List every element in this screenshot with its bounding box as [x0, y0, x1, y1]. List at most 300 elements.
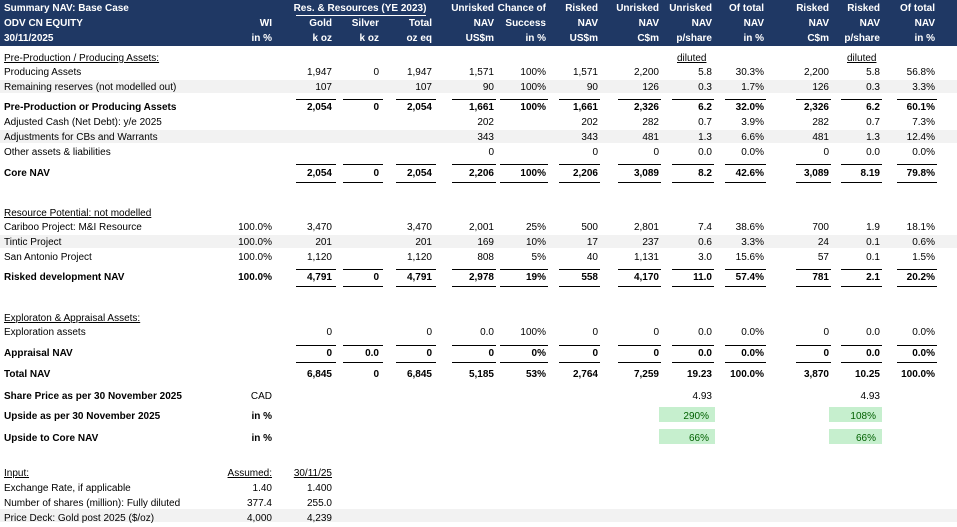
total-rule: [672, 182, 714, 183]
cell-wi: 100.0%: [238, 222, 272, 233]
total-rule: [796, 99, 831, 100]
cell-silver: 0: [373, 369, 379, 380]
cell-of1: 15.6%: [735, 252, 764, 263]
total-rule: [500, 164, 548, 165]
total-rule: [296, 286, 336, 287]
res-group-header: Res. & Resources (YE 2023): [293, 3, 427, 14]
cell-un-cad: 0: [653, 348, 659, 359]
inputs-col-date: 30/11/25: [293, 468, 332, 479]
total-rule: [796, 362, 831, 363]
total-rule: [559, 99, 600, 100]
cell-total: 1,947: [406, 67, 432, 78]
cell-ri-usd: 2,206: [572, 168, 598, 179]
cell-ri-ps: 0.1: [866, 252, 880, 263]
upside-unit: in %: [251, 411, 272, 422]
total-rule: [897, 286, 937, 287]
total-rule: [500, 362, 548, 363]
cell-silver: 0: [373, 272, 379, 283]
cell-un-cad: 0: [653, 147, 659, 158]
total-rule: [796, 182, 831, 183]
total-rule: [897, 99, 937, 100]
cell-gold: 0: [326, 348, 332, 359]
cell-total: 6,845: [406, 369, 432, 380]
diluted-label-1: diluted: [677, 53, 707, 64]
cell-un-ps: 0.6: [698, 237, 712, 248]
total-rule: [841, 99, 882, 100]
cell-un-ps: 3.0: [698, 252, 712, 263]
section-resource: Resource Potential: not modelled: [4, 208, 152, 219]
col-risked-ps-3: p/share: [844, 33, 880, 44]
total-rule: [500, 345, 548, 346]
upside-core-value-1: 66%: [688, 433, 709, 444]
total-rule: [618, 362, 661, 363]
cell-gold: 4,791: [306, 272, 332, 283]
total-rule: [343, 164, 383, 165]
cell-un-cad: 3,089: [633, 168, 659, 179]
total-rule: [618, 286, 661, 287]
cell-un-ps: 19.23: [686, 369, 712, 380]
cell-ri-ps: 0.3: [866, 82, 880, 93]
cell-chance: 100%: [520, 82, 546, 93]
total-rule: [841, 182, 882, 183]
cell-un-usd: 2,206: [468, 168, 494, 179]
cell-un-usd: 0.0: [480, 327, 494, 338]
row-label: Tintic Project: [4, 237, 62, 248]
total-rule: [500, 182, 548, 183]
col-chance-1: Chance of: [497, 3, 546, 14]
total-rule: [897, 362, 937, 363]
cell-ri-ps: 5.8: [866, 67, 880, 78]
cell-chance: 100%: [520, 67, 546, 78]
total-rule: [343, 269, 383, 270]
total-rule: [296, 362, 336, 363]
cell-of2: 0.6%: [912, 237, 935, 248]
cell-of2: 0.0%: [912, 348, 935, 359]
cell-silver: 0: [373, 168, 379, 179]
col-chance-2: Success: [505, 18, 546, 29]
total-rule: [618, 345, 661, 346]
row-label: Remaining reserves (not modelled out): [4, 82, 177, 93]
cell-ri-usd: 202: [581, 117, 598, 128]
cell-ri-cad: 781: [812, 272, 829, 283]
cell-ri-ps: 0.0: [866, 327, 880, 338]
total-rule: [841, 345, 882, 346]
cell-ri-usd: 343: [581, 132, 598, 143]
total-rule: [296, 99, 336, 100]
total-rule: [897, 164, 937, 165]
col-unrisked-cad-1: Unrisked: [616, 3, 659, 14]
input-label: Exchange Rate, if applicable: [4, 483, 131, 494]
total-rule: [296, 182, 336, 183]
cell-ri-ps: 8.19: [860, 168, 880, 179]
cell-of1: 100.0%: [730, 369, 764, 380]
cell-gold: 0: [326, 327, 332, 338]
input-current: 1.400: [306, 483, 332, 494]
input-label: Price Deck: Gold post 2025 ($/oz): [4, 513, 155, 524]
share-price-value-2: 4.93: [860, 391, 880, 402]
cell-un-usd: 808: [477, 252, 494, 263]
cell-of1: 42.6%: [735, 168, 764, 179]
total-rule: [396, 345, 436, 346]
row-label: Exploration assets: [4, 327, 86, 338]
cell-un-ps: 7.4: [698, 222, 712, 233]
col-risked-cad-1: Risked: [796, 3, 829, 14]
row-label: Total NAV: [4, 369, 51, 380]
cell-gold: 2,054: [306, 168, 332, 179]
cell-of1: 6.6%: [741, 132, 764, 143]
total-rule: [841, 269, 882, 270]
col-silver-2: k oz: [359, 33, 379, 44]
total-rule: [618, 99, 661, 100]
cell-chance: 100%: [520, 327, 546, 338]
total-rule: [672, 286, 714, 287]
total-rule: [672, 99, 714, 100]
total-rule: [500, 269, 548, 270]
total-rule: [796, 345, 831, 346]
col-unrisked-usd-2: NAV: [473, 18, 494, 29]
cell-un-ps: 8.2: [698, 168, 712, 179]
cell-gold: 3,470: [306, 222, 332, 233]
cell-un-usd: 0: [488, 348, 494, 359]
sheet-title: Summary NAV: Base Case: [4, 3, 129, 14]
cell-un-cad: 282: [642, 117, 659, 128]
cell-un-cad: 2,801: [633, 222, 659, 233]
cell-chance: 0%: [531, 348, 546, 359]
total-rule: [725, 345, 766, 346]
cell-un-ps: 0.0: [698, 348, 712, 359]
cell-un-usd: 1,571: [468, 67, 494, 78]
cell-ri-cad: 57: [817, 252, 829, 263]
total-rule: [559, 345, 600, 346]
total-rule: [396, 286, 436, 287]
cell-of2: 79.8%: [906, 168, 935, 179]
cell-un-usd: 5,185: [468, 369, 494, 380]
input-label: Number of shares (million): Fully diluted: [4, 498, 181, 509]
cell-total: 201: [415, 237, 432, 248]
total-rule: [296, 345, 336, 346]
input-current: 255.0: [306, 498, 332, 509]
total-rule: [725, 362, 766, 363]
cell-total: 2,054: [406, 102, 432, 113]
upside-value-1: 290%: [683, 411, 709, 422]
col-wi-1: WI: [259, 18, 272, 29]
col-risked-cad-2: NAV: [808, 18, 829, 29]
total-rule: [559, 286, 600, 287]
cell-un-ps: 6.2: [698, 102, 712, 113]
col-total-1: Total: [408, 18, 432, 29]
col-gold-1: Gold: [309, 18, 332, 29]
col-risked-usd-2: NAV: [577, 18, 598, 29]
total-rule: [618, 164, 661, 165]
cell-ri-usd: 500: [581, 222, 598, 233]
col-oftotal1-2: NAV: [743, 18, 764, 29]
cell-ri-ps: 0.0: [866, 348, 880, 359]
input-assumed: 1.40: [252, 483, 272, 494]
upside-label: Upside as per 30 November 2025: [4, 411, 161, 422]
cell-un-cad: 1,131: [633, 252, 659, 263]
cell-total: 1,120: [406, 252, 432, 263]
row-label: Cariboo Project: M&I Resource: [4, 222, 142, 233]
upside-value-2: 108%: [850, 411, 876, 422]
cell-un-ps: 0.0: [698, 147, 712, 158]
total-rule: [452, 269, 496, 270]
cell-un-cad: 7,259: [633, 369, 659, 380]
cell-ri-usd: 40: [586, 252, 598, 263]
cell-un-usd: 0: [488, 147, 494, 158]
total-rule: [343, 286, 383, 287]
total-rule: [725, 164, 766, 165]
total-rule: [672, 164, 714, 165]
cell-ri-ps: 1.9: [866, 222, 880, 233]
total-rule: [396, 164, 436, 165]
cell-un-usd: 2,978: [468, 272, 494, 283]
cell-total: 4,791: [406, 272, 432, 283]
row-label: Adjusted Cash (Net Debt): y/e 2025: [4, 117, 162, 128]
cell-un-cad: 0: [653, 327, 659, 338]
row-label: Pre-Production or Producing Assets: [4, 102, 177, 113]
total-rule: [452, 99, 496, 100]
input-assumed: 4,000: [246, 513, 272, 524]
total-rule: [841, 286, 882, 287]
total-rule: [559, 362, 600, 363]
cell-ri-cad: 2,200: [803, 67, 829, 78]
share-price-value-1: 4.93: [692, 391, 712, 402]
cell-ri-usd: 2,764: [572, 369, 598, 380]
cell-gold: 2,054: [306, 102, 332, 113]
cell-of2: 0.0%: [912, 327, 935, 338]
col-unrisked-usd-1: Unrisked: [451, 3, 494, 14]
total-rule: [559, 182, 600, 183]
cell-of2: 56.8%: [906, 67, 935, 78]
col-oftotal2-2: NAV: [914, 18, 935, 29]
cell-wi: 100.0%: [238, 272, 272, 283]
cell-total: 3,470: [406, 222, 432, 233]
total-rule: [343, 345, 383, 346]
cell-ri-usd: 0: [592, 327, 598, 338]
total-rule: [796, 164, 831, 165]
col-risked-ps-2: NAV: [859, 18, 880, 29]
total-rule: [559, 164, 600, 165]
cell-ri-usd: 558: [581, 272, 598, 283]
cell-un-ps: 11.0: [693, 272, 712, 283]
total-rule: [796, 286, 831, 287]
cell-of1: 38.6%: [735, 222, 764, 233]
diluted-label-2: diluted: [847, 53, 877, 64]
cell-ri-cad: 126: [812, 82, 829, 93]
total-rule: [396, 362, 436, 363]
row-label: Risked development NAV: [4, 272, 125, 283]
row-label: San Antonio Project: [4, 252, 92, 263]
upside-core-value-2: 66%: [855, 433, 876, 444]
cell-ri-usd: 90: [586, 82, 598, 93]
total-rule: [796, 269, 831, 270]
cell-ri-ps: 0.7: [866, 117, 880, 128]
cell-un-usd: 202: [477, 117, 494, 128]
total-rule: [296, 269, 336, 270]
row-label: Core NAV: [4, 168, 50, 179]
row-label: Adjustments for CBs and Warrants: [4, 132, 158, 143]
cell-un-cad: 237: [642, 237, 659, 248]
share-price-unit: CAD: [250, 391, 272, 402]
section-preproduction: Pre-Production / Producing Assets:: [4, 53, 160, 64]
cell-of1: 57.4%: [735, 272, 764, 283]
cell-ri-cad: 2,326: [803, 102, 829, 113]
cell-of1: 32.0%: [735, 102, 764, 113]
col-risked-usd-1: Risked: [565, 3, 598, 14]
input-current: 4,239: [306, 513, 332, 524]
col-oftotal2-1: Of total: [900, 3, 935, 14]
cell-ri-cad: 0: [823, 147, 829, 158]
total-rule: [672, 362, 714, 363]
cell-ri-ps: 10.25: [854, 369, 880, 380]
cell-un-cad: 2,326: [633, 102, 659, 113]
total-rule: [500, 286, 548, 287]
col-unrisked-cad-3: C$m: [637, 33, 659, 44]
cell-of1: 3.9%: [741, 117, 764, 128]
cell-ri-cad: 700: [812, 222, 829, 233]
cell-total: 107: [415, 82, 432, 93]
cell-un-cad: 4,170: [633, 272, 659, 283]
input-assumed: 377.4: [246, 498, 272, 509]
total-rule: [672, 345, 714, 346]
total-rule: [452, 345, 496, 346]
cell-un-ps: 1.3: [698, 132, 712, 143]
cell-ri-cad: 0: [823, 327, 829, 338]
row-label: Appraisal NAV: [4, 348, 73, 359]
cell-ri-ps: 0.0: [866, 147, 880, 158]
cell-of1: 0.0%: [741, 348, 764, 359]
cell-ri-cad: 24: [817, 237, 829, 248]
cell-ri-usd: 0: [592, 348, 598, 359]
res-group-underline: [296, 15, 426, 16]
cell-chance: 100%: [520, 102, 546, 113]
cell-total: 0: [426, 348, 432, 359]
inputs-col-assumed: Assumed:: [227, 468, 272, 479]
cell-chance: 53%: [525, 369, 546, 380]
valuation-date: 30/11/2025: [4, 33, 54, 44]
cell-ri-cad: 481: [812, 132, 829, 143]
cell-un-usd: 169: [477, 237, 494, 248]
col-oftotal2-3: in %: [914, 33, 935, 44]
cell-gold: 6,845: [306, 369, 332, 380]
total-rule: [897, 269, 937, 270]
cell-ri-usd: 1,661: [572, 102, 598, 113]
total-rule: [396, 99, 436, 100]
cell-of1: 0.0%: [741, 147, 764, 158]
total-rule: [725, 269, 766, 270]
col-risked-cad-3: C$m: [807, 33, 829, 44]
total-rule: [396, 269, 436, 270]
cell-of2: 18.1%: [906, 222, 935, 233]
cell-total: 0: [426, 327, 432, 338]
cell-of1: 30.3%: [735, 67, 764, 78]
col-unrisked-ps-2: NAV: [691, 18, 712, 29]
cell-of2: 100.0%: [901, 369, 935, 380]
total-rule: [343, 99, 383, 100]
cell-un-usd: 343: [477, 132, 494, 143]
cell-gold: 201: [315, 237, 332, 248]
cell-un-ps: 0.7: [698, 117, 712, 128]
total-rule: [559, 269, 600, 270]
total-rule: [841, 164, 882, 165]
total-rule: [897, 345, 937, 346]
cell-gold: 1,120: [306, 252, 332, 263]
total-rule: [452, 164, 496, 165]
total-rule: [672, 269, 714, 270]
col-silver-1: Silver: [351, 18, 379, 29]
cell-ri-usd: 1,571: [572, 67, 598, 78]
cell-total: 2,054: [406, 168, 432, 179]
cell-chance: 5%: [531, 252, 546, 263]
cell-un-ps: 0.3: [698, 82, 712, 93]
cell-ri-cad: 282: [812, 117, 829, 128]
cell-un-cad: 2,200: [633, 67, 659, 78]
cell-un-usd: 90: [482, 82, 494, 93]
cell-of2: 1.5%: [912, 252, 935, 263]
upside-core-label: Upside to Core NAV: [4, 433, 99, 444]
cell-of2: 7.3%: [912, 117, 935, 128]
cell-silver: 0.0: [365, 348, 379, 359]
inputs-title: Input:: [4, 468, 30, 479]
col-chance-3: in %: [525, 33, 546, 44]
cell-un-usd: 1,661: [468, 102, 494, 113]
total-rule: [296, 164, 336, 165]
total-rule: [725, 99, 766, 100]
cell-wi: 100.0%: [238, 252, 272, 263]
share-price-label: Share Price as per 30 November 2025: [4, 391, 182, 402]
total-rule: [396, 182, 436, 183]
cell-ri-cad: 0: [823, 348, 829, 359]
total-rule: [725, 182, 766, 183]
cell-silver: 0: [373, 102, 379, 113]
cell-ri-ps: 0.1: [866, 237, 880, 248]
cell-ri-usd: 0: [592, 147, 598, 158]
total-rule: [897, 182, 937, 183]
cell-ri-cad: 3,089: [803, 168, 829, 179]
col-oftotal1-3: in %: [743, 33, 764, 44]
col-unrisked-ps-1: Unrisked: [669, 3, 712, 14]
cell-of2: 12.4%: [906, 132, 935, 143]
cell-chance: 19%: [525, 272, 546, 283]
section-exploration: Exploraton & Appraisal Assets:: [4, 313, 141, 324]
total-rule: [841, 362, 882, 363]
total-rule: [343, 182, 383, 183]
cell-silver: 0: [373, 67, 379, 78]
row-label: Producing Assets: [4, 67, 82, 78]
cell-of1: 0.0%: [741, 327, 764, 338]
cell-of1: 3.3%: [741, 237, 764, 248]
col-gold-2: k oz: [312, 33, 332, 44]
total-rule: [618, 182, 661, 183]
cell-un-ps: 5.8: [698, 67, 712, 78]
cell-ri-usd: 17: [586, 237, 598, 248]
cell-gold: 1,947: [306, 67, 332, 78]
cell-un-cad: 126: [642, 82, 659, 93]
total-rule: [500, 99, 548, 100]
cell-ri-ps: 6.2: [866, 102, 880, 113]
col-oftotal1-1: Of total: [729, 3, 764, 14]
total-rule: [452, 182, 496, 183]
total-rule: [452, 362, 496, 363]
cell-ri-ps: 1.3: [866, 132, 880, 143]
cell-chance: 10%: [525, 237, 546, 248]
total-rule: [725, 286, 766, 287]
cell-of2: 3.3%: [912, 82, 935, 93]
cell-un-ps: 0.0: [698, 327, 712, 338]
cell-un-cad: 481: [642, 132, 659, 143]
row-label: Other assets & liabilities: [4, 147, 111, 158]
company-ticker: ODV CN EQUITY: [4, 18, 83, 29]
